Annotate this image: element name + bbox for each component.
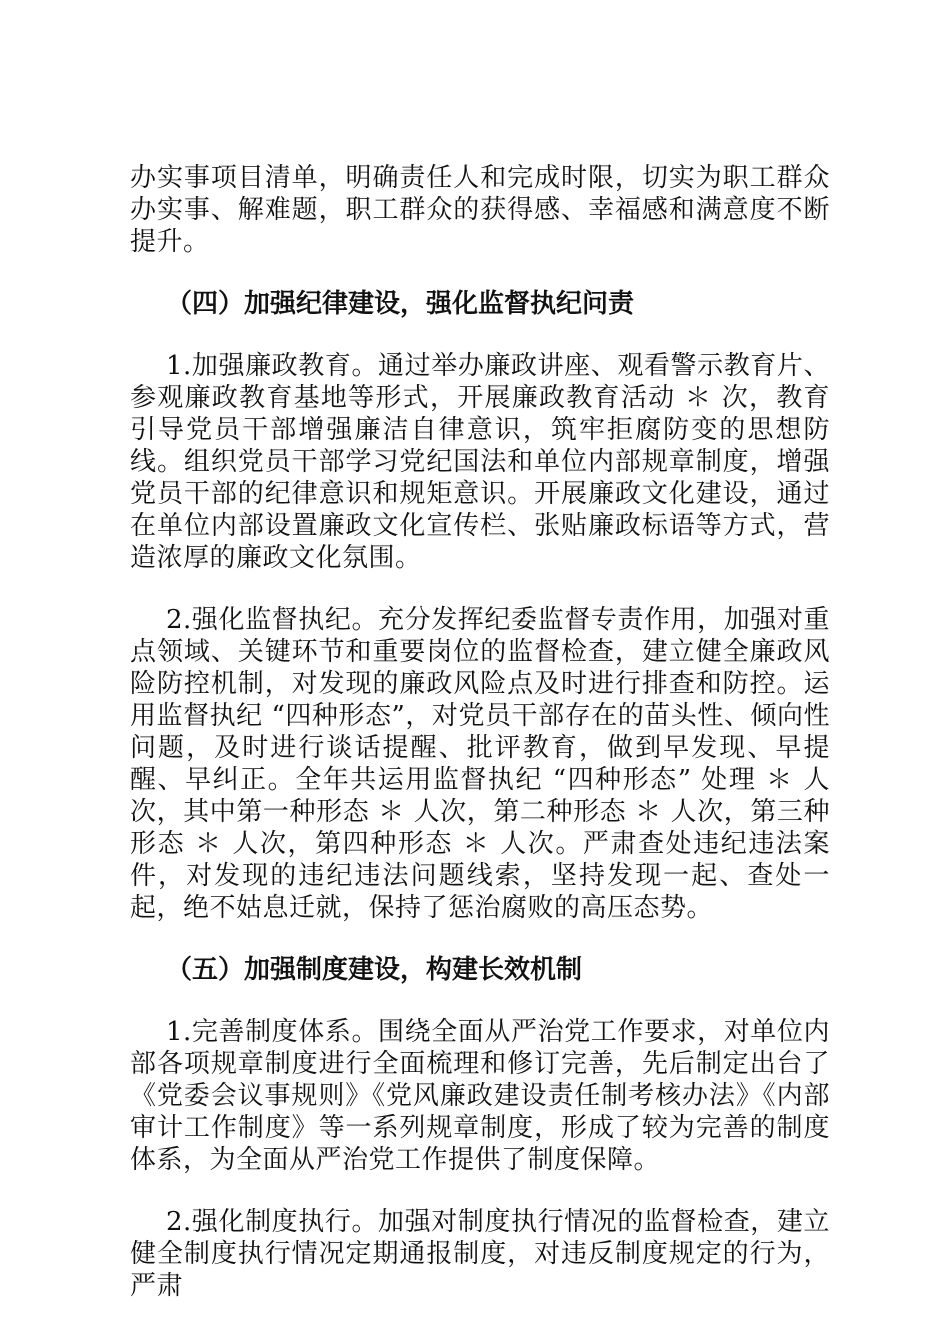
section-heading-four: （四）加强纪律建设，强化监督执纪问责 — [166, 289, 635, 319]
paragraph-intro-continuation: 办实事项目清单，明确责任人和完成时限，切实为职工群众办实事、解难题，职工群众的获得感、幸福感和满意度不断提升。 — [130, 163, 830, 257]
paragraph-improve-system: 1.完善制度体系。围绕全面从严治党工作要求，对单位内部各项规章制度进行全面梳理和修订完善，先后制定出台了《党委会议事规则》《党风廉政建设责任制考核办法》《内部审计工作制度》等一系列规章制度，形成了较为完善的制度体系，为全面从严治党工作提供了制度保障。 — [130, 1017, 830, 1175]
paragraph-anticorruption-education: 1.加强廉政教育。通过举办廉政讲座、观看警示教育片、参观廉政教育基地等形式，开展廉政教育活动 ＊ 次，教育引导党员干部增强廉洁自律意识，筑牢拒腐防变的思想防线。组织党员干部学习党纪国法和单位内部规章制度，增强党员干部的纪律意识和规矩意识。开展廉政文化建设，通过在单位内部设置廉政文化宣传栏、张贴廉政标语等方式，营造浓厚的廉政文化氛围。 — [130, 351, 830, 573]
document-body — [130, 162, 830, 1302]
paragraph-enforce-system: 2.强化制度执行。加强对制度执行情况的监督检查，建立健全制度执行情况定期通报制度，对违反制度规定的行为，严肃 — [130, 1207, 830, 1301]
paragraph-supervision-discipline: 2.强化监督执纪。充分发挥纪委监督专责作用，加强对重点领域、关键环节和重要岗位的监督检查，建立健全廉政风险防控机制，对发现的廉政风险点及时进行排查和防控。运用监督执纪 “四种形态”，对党员干部存在的苗头性、倾向性问题，及时进行谈话提醒、批评教育，做到早发现、早提醒、早纠正。全年共运用监督执纪 “四种形态” 处理 ＊ 人次，其中第一种形态 ＊ 人次，第二种形态 ＊ 人次，第三种形态 ＊ 人次，第四种形态 ＊ 人次。严肃查处违纪违法案件，对发现的违纪违法问题线索，坚持发现一起、查处一起，绝不姑息迁就，保持了惩治腐败的高压态势。 — [130, 605, 830, 923]
section-heading-five: （五）加强制度建设，构建长效机制 — [166, 955, 583, 985]
